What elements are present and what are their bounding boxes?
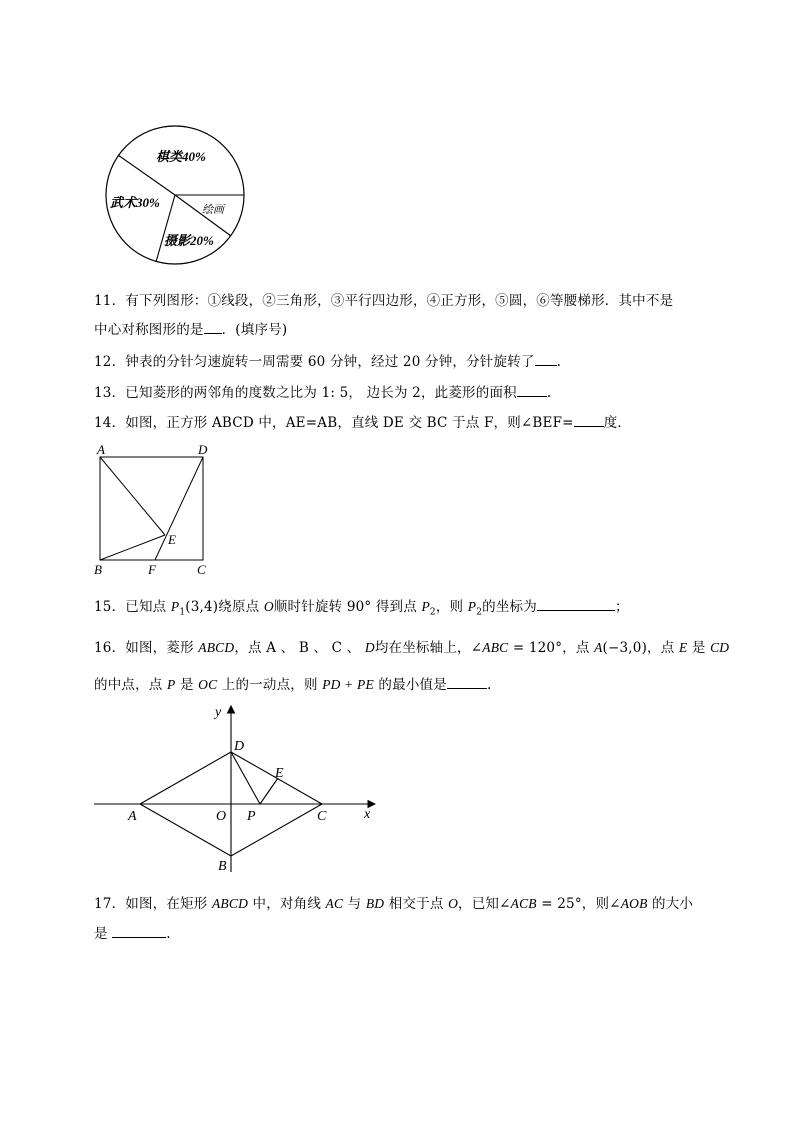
segment-be <box>100 535 165 560</box>
pie-label-qilei: 棋类40% <box>156 149 206 164</box>
question-17-line-1: 17．如图，在矩形 ABCD 中，对角线 AC 与 BD 相交于点 O，已知∠ACB = 25°，则∠AOB 的大小 <box>94 896 694 912</box>
answer-blank-13[interactable] <box>517 384 547 397</box>
pie-label-wushu: 武术30% <box>110 195 160 210</box>
label-y: y <box>215 705 222 720</box>
label-a: A <box>128 809 137 824</box>
label-b: B <box>218 859 227 874</box>
label-p: P <box>247 809 256 824</box>
label-e: E <box>168 532 176 547</box>
pie-chart-figure <box>100 125 250 270</box>
answer-blank-11[interactable] <box>204 321 222 334</box>
label-x: x <box>364 807 371 822</box>
question-11-line-2: 中心对称图形的是 ．(填序号) <box>94 322 288 338</box>
question-16-line-1: 16．如图，菱形 ABCD，点 A 、 B 、 C 、 D均在坐标轴上，∠ABC = 120°，点 A(−3,0)，点 E 是 CD <box>94 640 730 656</box>
answer-blank-12[interactable] <box>535 353 557 366</box>
rhombus-coordinate-figure-q16 <box>90 700 390 880</box>
label-f: F <box>148 562 156 577</box>
question-16-line-2: 的中点，点 P 是 OC 上的一动点，则 PD + PE 的最小值是 . <box>94 677 492 693</box>
square-figure-q14 <box>90 440 220 580</box>
question-14: 14．如图，正方形 ABCD 中，AE=AB，直线 DE 交 BC 于点 F，则∠BEF= 度． <box>94 415 632 431</box>
segment-ae <box>100 457 165 535</box>
pie-label-huihua: 绘画 <box>202 204 224 216</box>
segment-pe <box>260 778 278 804</box>
question-15: 15．已知点 $P_1(3,4)$绕原点 O顺时针旋转 90° 得到点 $P_2$，则 $P_2$的坐标为 ； <box>94 599 629 618</box>
label-d: D <box>234 739 245 754</box>
question-17-line-2: 是 . <box>94 926 171 942</box>
question-13: 13．已知菱形的两邻角的度数之比为 1: 5， 边长为 2，此菱形的面积 . <box>94 385 552 401</box>
label-d: D <box>198 442 208 457</box>
answer-blank-17[interactable] <box>112 925 166 938</box>
label-b: B <box>94 562 102 577</box>
square-abcd <box>100 457 203 560</box>
label-a: A <box>97 442 105 457</box>
pie-label-sheying: 摄影20% <box>164 233 214 248</box>
answer-blank-14[interactable] <box>574 414 604 427</box>
answer-blank-15[interactable] <box>537 598 615 611</box>
question-11-line-1: 11．有下列图形：①线段，②三角形，③平行四边形，④正方形，⑤圆，⑥等腰梯形．其中不是 <box>94 293 674 309</box>
label-o: O <box>216 809 227 824</box>
label-e: E <box>275 766 284 781</box>
question-12: 12．钟表的分针匀速旋转一周需要 60 分钟，经过 20 分钟，分针旋转了 . <box>94 354 562 370</box>
label-c: C <box>317 809 327 824</box>
answer-blank-16[interactable] <box>447 676 487 689</box>
label-c: C <box>197 562 206 577</box>
segment-df <box>155 457 203 560</box>
